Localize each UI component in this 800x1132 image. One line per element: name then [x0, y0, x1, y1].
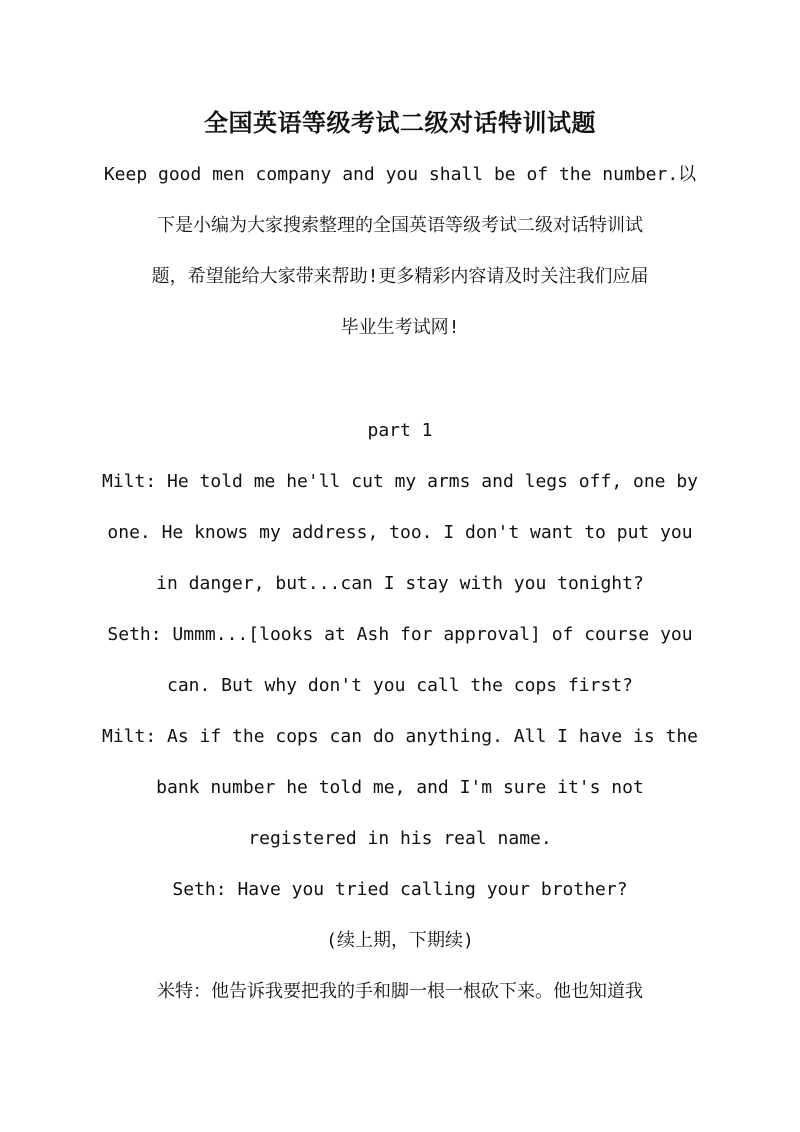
dialogue-line: Seth: Ummm...[looks at Ash for approval] of course you [107, 624, 693, 645]
document-title: 全国英语等级考试二级对话特训试题 [204, 108, 596, 137]
dialogue-line: one. He knows my address, too. I don't want to put you [107, 522, 693, 543]
dialogue-line: bank number he told me, and I'm sure it's not [156, 777, 644, 798]
continuation-note: (续上期，下期续) [326, 930, 474, 951]
dialogue-line: Milt: He told me he'll cut my arms and legs off, one by [101, 471, 699, 492]
dialogue-line: Seth: Have you tried calling your brother? [172, 879, 628, 900]
dialogue-line: can. But why don't you call the cops first? [167, 675, 633, 696]
dialogue-line: in danger, but...can I stay with you tonight? [156, 573, 644, 594]
dialogue-line: registered in his real name. [248, 828, 552, 849]
translation-line: 米特：他告诉我要把我的手和脚一根一根砍下来。他也知道我 [157, 981, 643, 1002]
intro-line-2: 下是小编为大家搜索整理的全国英语等级考试二级对话特训试 [157, 215, 643, 236]
intro-line-3: 题，希望能给大家带来帮助!更多精彩内容请及时关注我们应届 [151, 266, 649, 287]
dialogue-line: Milt: As if the cops can do anything. All I have is the [101, 726, 699, 747]
intro-line-4: 毕业生考试网! [340, 317, 460, 338]
section-heading: part 1 [367, 420, 433, 441]
intro-line-1: Keep good men company and you shall be of the number.以 [103, 164, 697, 185]
